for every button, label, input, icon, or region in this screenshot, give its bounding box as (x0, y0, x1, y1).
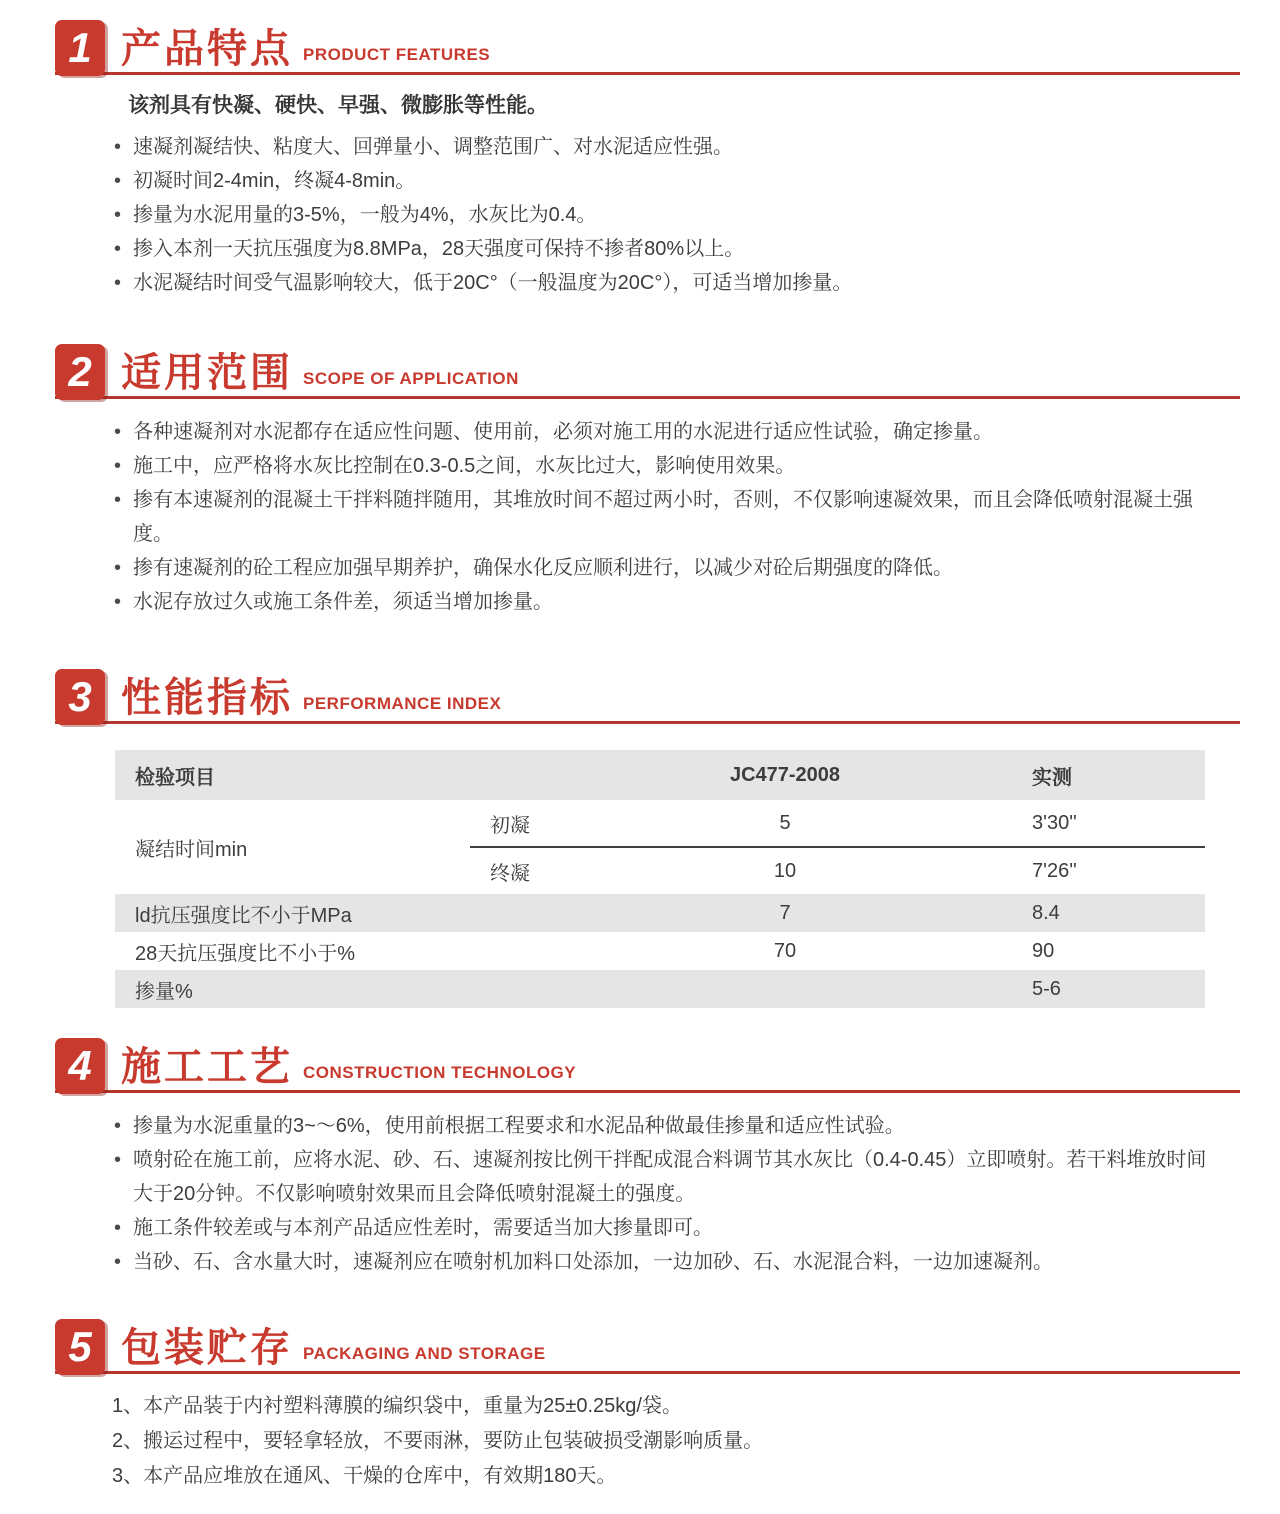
bullet-item: • 掺量为水泥重量的3~～6%，使用前根据工程要求和水泥品种做最佳掺量和适应性试验。 (133, 1109, 1220, 1143)
list-item: 2、搬运过程中，要轻拿轻放，不要雨淋，要防止包装破损受潮影响质量。 (112, 1430, 764, 1452)
cell-initial-set-standard: 5 (779, 811, 791, 834)
bullet-item: • 掺有本速凝剂的混凝土干拌料随拌随用，其堆放时间不超过两小时，否则，不仅影响速凝效果，而且会降低喷射混凝土强度。 (133, 483, 1220, 551)
table-row-28d-strength (115, 932, 1205, 970)
cell-initial-set-label: 初凝 (490, 814, 530, 837)
cell-dosage-measured: 5-6 (1032, 977, 1061, 1000)
section-1-title: 产品特点 (121, 27, 293, 71)
cell-28d-strength-label: 28天抗压强度比不小于% (135, 942, 356, 965)
construction-bullet-list (133, 1109, 1220, 1279)
bullet-item: • 水泥存放过久或施工条件差，须适当增加掺量。 (133, 585, 1220, 619)
cell-setting-time-label: 凝结时间min (135, 838, 248, 861)
section-2-number-badge: 2 (55, 344, 105, 400)
spacer (0, 1008, 1280, 1038)
list-item: 1、本产品装于内衬塑料薄膜的编织袋中，重量为25±0.25kg/袋。 (112, 1395, 682, 1417)
scope-bullet-list (133, 415, 1220, 619)
cell-1d-strength-measured: 8.4 (1032, 901, 1060, 924)
bullet-item: • 施工条件较差或与本剂产品适应性差时，需要适当加大掺量即可。 (133, 1211, 1220, 1245)
section-3-subtitle: PERFORMANCE INDEX (303, 694, 502, 713)
bullet-item: • 掺量为水泥用量的3-5%，一般为4%，水灰比为0.4。 (133, 198, 1220, 232)
bullet-item: • 掺入本剂一天抗压强度为8.8MPa，28天强度可保持不掺者80%以上。 (133, 232, 1220, 266)
list-item: 3、本产品应堆放在通风、干燥的仓库中，有效期180天。 (112, 1465, 617, 1487)
cell-1d-strength-label: ld抗压强度比不小于MPa (135, 904, 352, 927)
cell-1d-strength-standard: 7 (779, 901, 791, 924)
bullet-item: • 喷射砼在施工前，应将水泥、砂、石、速凝剂按比例干拌配成混合料调节其水灰比（0.4-0.45）立即喷射。若干料堆放时间大于20分钟。不仅影响喷射效果而且会降低喷射混凝土的强度。 (133, 1143, 1220, 1211)
spacer (0, 619, 1280, 669)
section-1-number-badge: 1 (55, 20, 105, 76)
bullet-item: • 速凝剂凝结快、粘度大、回弹量小、调整范围广、对水泥适应性强。 (133, 130, 1220, 164)
features-bullet-list (133, 130, 1220, 300)
section-1-subtitle: PRODUCT FEATURES (303, 45, 491, 64)
bullet-item: • 初凝时间2-4min，终凝4-8min。 (133, 164, 1220, 198)
cell-28d-strength-measured: 90 (1032, 939, 1055, 962)
performance-table (115, 750, 1205, 1008)
section-3-number-badge: 3 (55, 669, 105, 725)
section-4-number-badge: 4 (55, 1038, 105, 1094)
packaging-item-list (112, 1389, 1220, 1494)
cell-dosage-label: 掺量% (135, 980, 193, 1003)
table-header-standard: JC477-2008 (729, 763, 841, 786)
spacer (0, 300, 1280, 344)
table-header-item: 检验项目 (135, 766, 215, 789)
section-2-subtitle: SCOPE OF APPLICATION (303, 369, 519, 388)
table-row-1d-strength (115, 894, 1205, 932)
section-construction-technology (0, 1038, 1280, 1279)
bullet-item: • 掺有速凝剂的砼工程应加强早期养护，确保水化反应顺利进行，以减少对砼后期强度的降低。 (133, 551, 1220, 585)
section-3-header (55, 669, 1240, 724)
bullet-item: • 施工中，应严格将水灰比控制在0.3-0.5之间，水灰比过大，影响使用效果。 (133, 449, 1220, 483)
cell-final-set-standard: 10 (610, 847, 960, 894)
bullet-item: • 水泥凝结时间受气温影响较大，低于20C°（一般温度为20C°），可适当增加掺量。 (133, 266, 1220, 300)
bullet-item: • 当砂、石、含水量大时，速凝剂应在喷射机加料口处添加，一边加砂、石、水泥混合料，一边加速凝剂。 (133, 1245, 1220, 1279)
section-4-title: 施工工艺 (121, 1045, 293, 1089)
table-row-setting-initial (115, 800, 1205, 847)
section-4-header (55, 1038, 1240, 1093)
section-2-header (55, 344, 1240, 399)
section-scope-of-application (0, 344, 1280, 619)
features-intro-text: 该剂具有快凝、硬快、早强、微膨胀等性能。 (128, 94, 548, 117)
cell-initial-set-measured: 3'30'' (1032, 811, 1077, 834)
section-5-header (55, 1319, 1240, 1374)
section-2-title: 适用范围 (121, 351, 293, 395)
section-3-title: 性能指标 (121, 676, 293, 720)
section-1-header (55, 20, 1240, 75)
table-row-dosage (115, 970, 1205, 1008)
section-packaging-storage (0, 1319, 1280, 1494)
section-product-features (0, 20, 1280, 300)
section-5-subtitle: PACKAGING AND STORAGE (303, 1344, 546, 1363)
cell-28d-strength-standard: 70 (773, 939, 797, 962)
section-performance-index (0, 669, 1280, 1008)
section-4-subtitle: CONSTRUCTION TECHNOLOGY (303, 1063, 577, 1082)
cell-final-set-measured: 7'26'' (960, 847, 1205, 894)
bullet-item: • 各种速凝剂对水泥都存在适应性问题、使用前，必须对施工用的水泥进行适应性试验，确定掺量。 (133, 415, 1220, 449)
cell-final-set-label: 终凝 (470, 847, 610, 894)
cell-dosage-standard (610, 970, 960, 1008)
spacer (0, 1279, 1280, 1319)
section-5-title: 包装贮存 (121, 1326, 293, 1370)
table-header-measured: 实测 (1032, 766, 1072, 789)
section-5-number-badge: 5 (55, 1319, 105, 1375)
table-header-row (115, 750, 1205, 800)
